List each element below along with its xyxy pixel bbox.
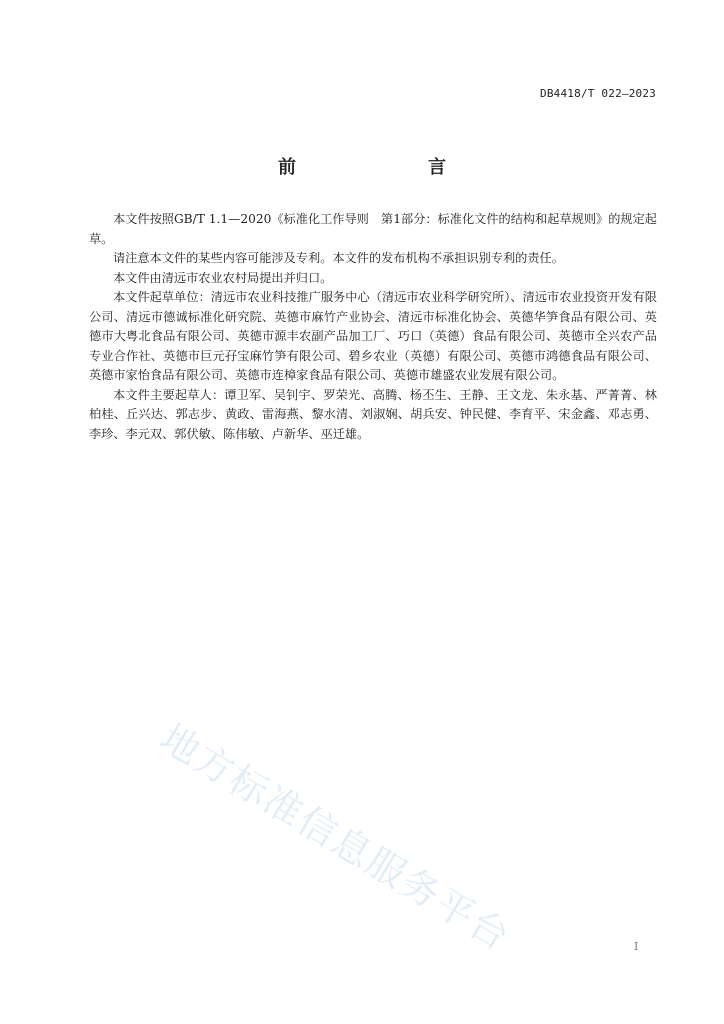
- paragraph-proposer: 本文件由清远市农业农村局提出并归口。: [113, 270, 333, 285]
- paragraph-patent-notice: 请注意本文件的某些内容可能涉及专利。本文件的发布机构不承担识别专利的责任。: [113, 251, 564, 265]
- paragraph-main-drafters: 本文件主要起草人：谭卫军、吴钊宇、罗荣光、高腾、杨丕生、王静、王文龙、朱永基、严菁菁、林柏桂、丘兴达、郭志步、黄政、雷海燕、黎水清、刘淑娴、胡兵安、钟民健、李育平、宋金鑫、邓志勇、李珍、李元双、郭伏敏、陈伟敏、卢新华、巫迁雄。: [89, 387, 657, 441]
- page-title: 前 言: [278, 157, 478, 178]
- paragraph-drafting-rules: 本文件按照GB/T 1.1—2020《标准化工作导则 第1部分：标准化文件的结构和起草规则》的规定起草。: [89, 212, 657, 246]
- watermark: 地方标准信息服务平台: [152, 715, 519, 960]
- foreword-body: [89, 210, 657, 444]
- paragraph-drafting-units: 本文件起草单位：清远市农业科技推广服务中心（清远市农业科学研究所）、清远市农业投资开发有限公司、清远市德诚标准化研究院、英德市麻竹产业协会、清远市标准化协会、英德华笋食品有限公司、英德市大粤北食品有限公司、英德市源丰农副产品加工厂、巧口（英德）食品有限公司、英德市全兴农产品专业合作社、英德市巨元孖宝麻竹笋有限公司、碧乡农业（英德）有限公司、英德市鸿德食品有限公司、英德市家怡食品有限公司、英德市连樟家食品有限公司、英德市雄盛农业发展有限公司。: [89, 290, 657, 382]
- document-code: DB4418/T 022—2023: [540, 87, 656, 100]
- page-number: I: [634, 940, 639, 953]
